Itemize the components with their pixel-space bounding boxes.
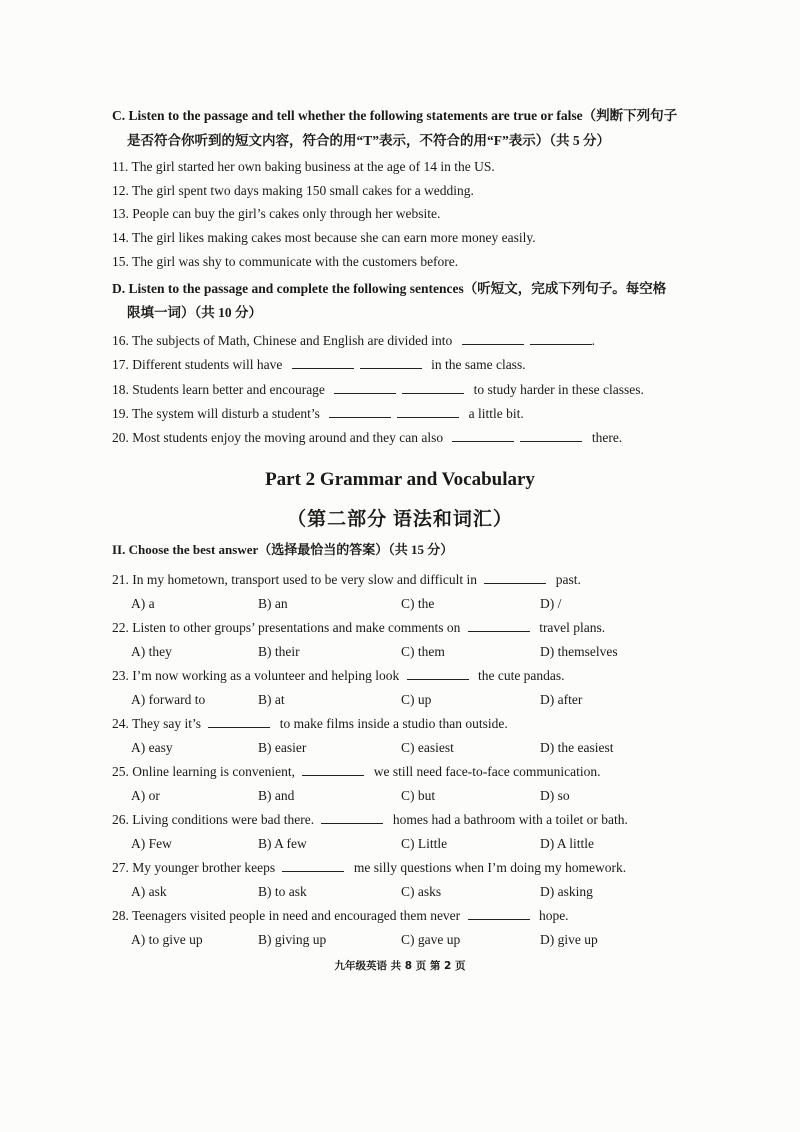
option-c[interactable]: C) but — [401, 788, 436, 803]
option-d[interactable]: D) A little — [540, 836, 594, 851]
question-19 — [112, 404, 524, 424]
question-18-end: to study harder in these classes. — [473, 382, 644, 397]
answer-blank[interactable] — [468, 619, 530, 632]
question-25 — [112, 762, 601, 782]
option-a[interactable]: A) forward to — [131, 692, 206, 707]
question-27 — [112, 858, 626, 878]
option-d[interactable]: D) give up — [540, 932, 598, 947]
part-2-subtitle: （第二部分 语法和词汇） — [287, 509, 513, 530]
question-12: 12. The girl spent two days making 150 small cakes for a wedding. — [112, 183, 474, 198]
option-b[interactable]: B) to ask — [258, 884, 307, 899]
page-footer: 九年级英语 共 8 页 第 2 页 — [334, 960, 466, 972]
option-d[interactable]: D) / — [540, 596, 562, 611]
answer-blank[interactable] — [402, 381, 464, 394]
option-c[interactable]: C) up — [401, 692, 432, 707]
answer-blank[interactable] — [282, 859, 344, 872]
section-ii-title: II. Choose the best answer（选择最恰当的答案）（共 15 分） — [112, 542, 454, 557]
answer-blank[interactable] — [520, 429, 582, 442]
question-24-end: to make films inside a studio than outside. — [279, 716, 508, 731]
question-18-text: 18. Students learn better and encourage — [112, 382, 325, 397]
option-a[interactable]: A) easy — [131, 740, 173, 755]
question-25-end: we still need face-to-face communication. — [373, 764, 601, 779]
question-23 — [112, 666, 565, 686]
question-22 — [112, 618, 605, 638]
question-21 — [112, 570, 581, 590]
question-20 — [112, 428, 622, 448]
option-a[interactable]: A) a — [131, 596, 155, 611]
option-d[interactable]: D) so — [540, 788, 570, 803]
option-a[interactable]: A) to give up — [131, 932, 203, 947]
option-b[interactable]: B) giving up — [258, 932, 327, 947]
question-23-end: the cute pandas. — [477, 668, 565, 683]
option-b[interactable]: B) their — [258, 644, 300, 659]
question-16-text: 16. The subjects of Math, Chinese and English are divided into — [112, 333, 453, 348]
question-27-end: me silly questions when I’m doing my homework. — [353, 860, 627, 875]
question-28 — [112, 906, 569, 926]
question-28-end: hope. — [538, 908, 569, 923]
question-27-text: 27. My younger brother keeps — [112, 860, 276, 875]
option-a[interactable]: A) or — [131, 788, 160, 803]
question-20-end: there. — [591, 430, 623, 445]
option-c[interactable]: C) gave up — [401, 932, 461, 947]
answer-blank[interactable] — [407, 667, 469, 680]
question-21-end: past. — [555, 572, 581, 587]
question-26-end: homes had a bathroom with a toilet or bath. — [392, 812, 628, 827]
answer-blank[interactable] — [360, 356, 422, 369]
answer-blank[interactable] — [321, 811, 383, 824]
answer-blank[interactable] — [452, 429, 514, 442]
section-c-title-line1: C. Listen to the passage and tell whether the following statements are true or false（判断下列句子 — [112, 108, 678, 123]
question-16 — [112, 331, 595, 351]
question-17-text: 17. Different students will have — [112, 357, 283, 372]
answer-blank[interactable] — [468, 907, 530, 920]
answer-blank[interactable] — [334, 381, 396, 394]
answer-blank[interactable] — [530, 332, 592, 345]
part-2-title: Part 2 Grammar and Vocabulary — [265, 469, 535, 490]
section-d-title-line2: 限填一词）（共 10 分） — [127, 305, 262, 320]
question-18 — [112, 380, 644, 400]
option-b[interactable]: B) A few — [258, 836, 307, 851]
option-b[interactable]: B) easier — [258, 740, 307, 755]
option-a[interactable]: A) ask — [131, 884, 167, 899]
option-d[interactable]: D) themselves — [540, 644, 618, 659]
section-d-title-line1: D. Listen to the passage and complete the following sentences（听短文，完成下列句子。每空格 — [112, 281, 667, 296]
option-d[interactable]: D) asking — [540, 884, 593, 899]
option-b[interactable]: B) at — [258, 692, 285, 707]
option-a[interactable]: A) Few — [131, 836, 172, 851]
question-15: 15. The girl was shy to communicate with the customers before. — [112, 254, 459, 269]
answer-blank[interactable] — [208, 715, 270, 728]
question-28-text: 28. Teenagers visited people in need and encouraged them never — [112, 908, 461, 923]
question-20-text: 20. Most students enjoy the moving around and they can also — [112, 430, 444, 445]
question-13: 13. People can buy the girl’s cakes only through her website. — [112, 206, 441, 221]
option-c[interactable]: C) asks — [401, 884, 442, 899]
question-17 — [112, 355, 526, 375]
answer-blank[interactable] — [397, 405, 459, 418]
answer-blank[interactable] — [292, 356, 354, 369]
question-22-text: 22. Listen to other groups’ presentations and make comments on — [112, 620, 461, 635]
answer-blank[interactable] — [484, 571, 546, 584]
option-a[interactable]: A) they — [131, 644, 172, 659]
question-19-end: a little bit. — [468, 406, 524, 421]
question-26-text: 26. Living conditions were bad there. — [112, 812, 315, 827]
answer-blank[interactable] — [462, 332, 524, 345]
section-c-title-line2: 是否符合你听到的短文内容，符合的用“T”表示，不符合的用“F”表示）（共 5 分） — [127, 133, 610, 148]
question-17-end: in the same class. — [431, 357, 526, 372]
question-11: 11. The girl started her own baking business at the age of 14 in the US. — [112, 159, 495, 174]
answer-blank[interactable] — [302, 763, 364, 776]
option-c[interactable]: C) Little — [401, 836, 448, 851]
option-d[interactable]: D) after — [540, 692, 583, 707]
question-22-end: travel plans. — [539, 620, 606, 635]
question-25-text: 25. Online learning is convenient, — [112, 764, 295, 779]
option-c[interactable]: C) the — [401, 596, 435, 611]
option-c[interactable]: C) them — [401, 644, 445, 659]
option-b[interactable]: B) an — [258, 596, 288, 611]
option-d[interactable]: D) the easiest — [540, 740, 614, 755]
answer-blank[interactable] — [329, 405, 391, 418]
question-19-text: 19. The system will disturb a student’s — [112, 406, 320, 421]
question-23-text: 23. I’m now working as a volunteer and helping look — [112, 668, 400, 683]
question-14: 14. The girl likes making cakes most because she can earn more money easily. — [112, 230, 536, 245]
option-b[interactable]: B) and — [258, 788, 295, 803]
question-24 — [112, 714, 508, 734]
question-26 — [112, 810, 628, 830]
question-21-text: 21. In my hometown, transport used to be very slow and difficult in — [112, 572, 477, 587]
question-16-end: . — [591, 333, 595, 348]
option-c[interactable]: C) easiest — [401, 740, 454, 755]
question-24-text: 24. They say it’s — [112, 716, 201, 731]
